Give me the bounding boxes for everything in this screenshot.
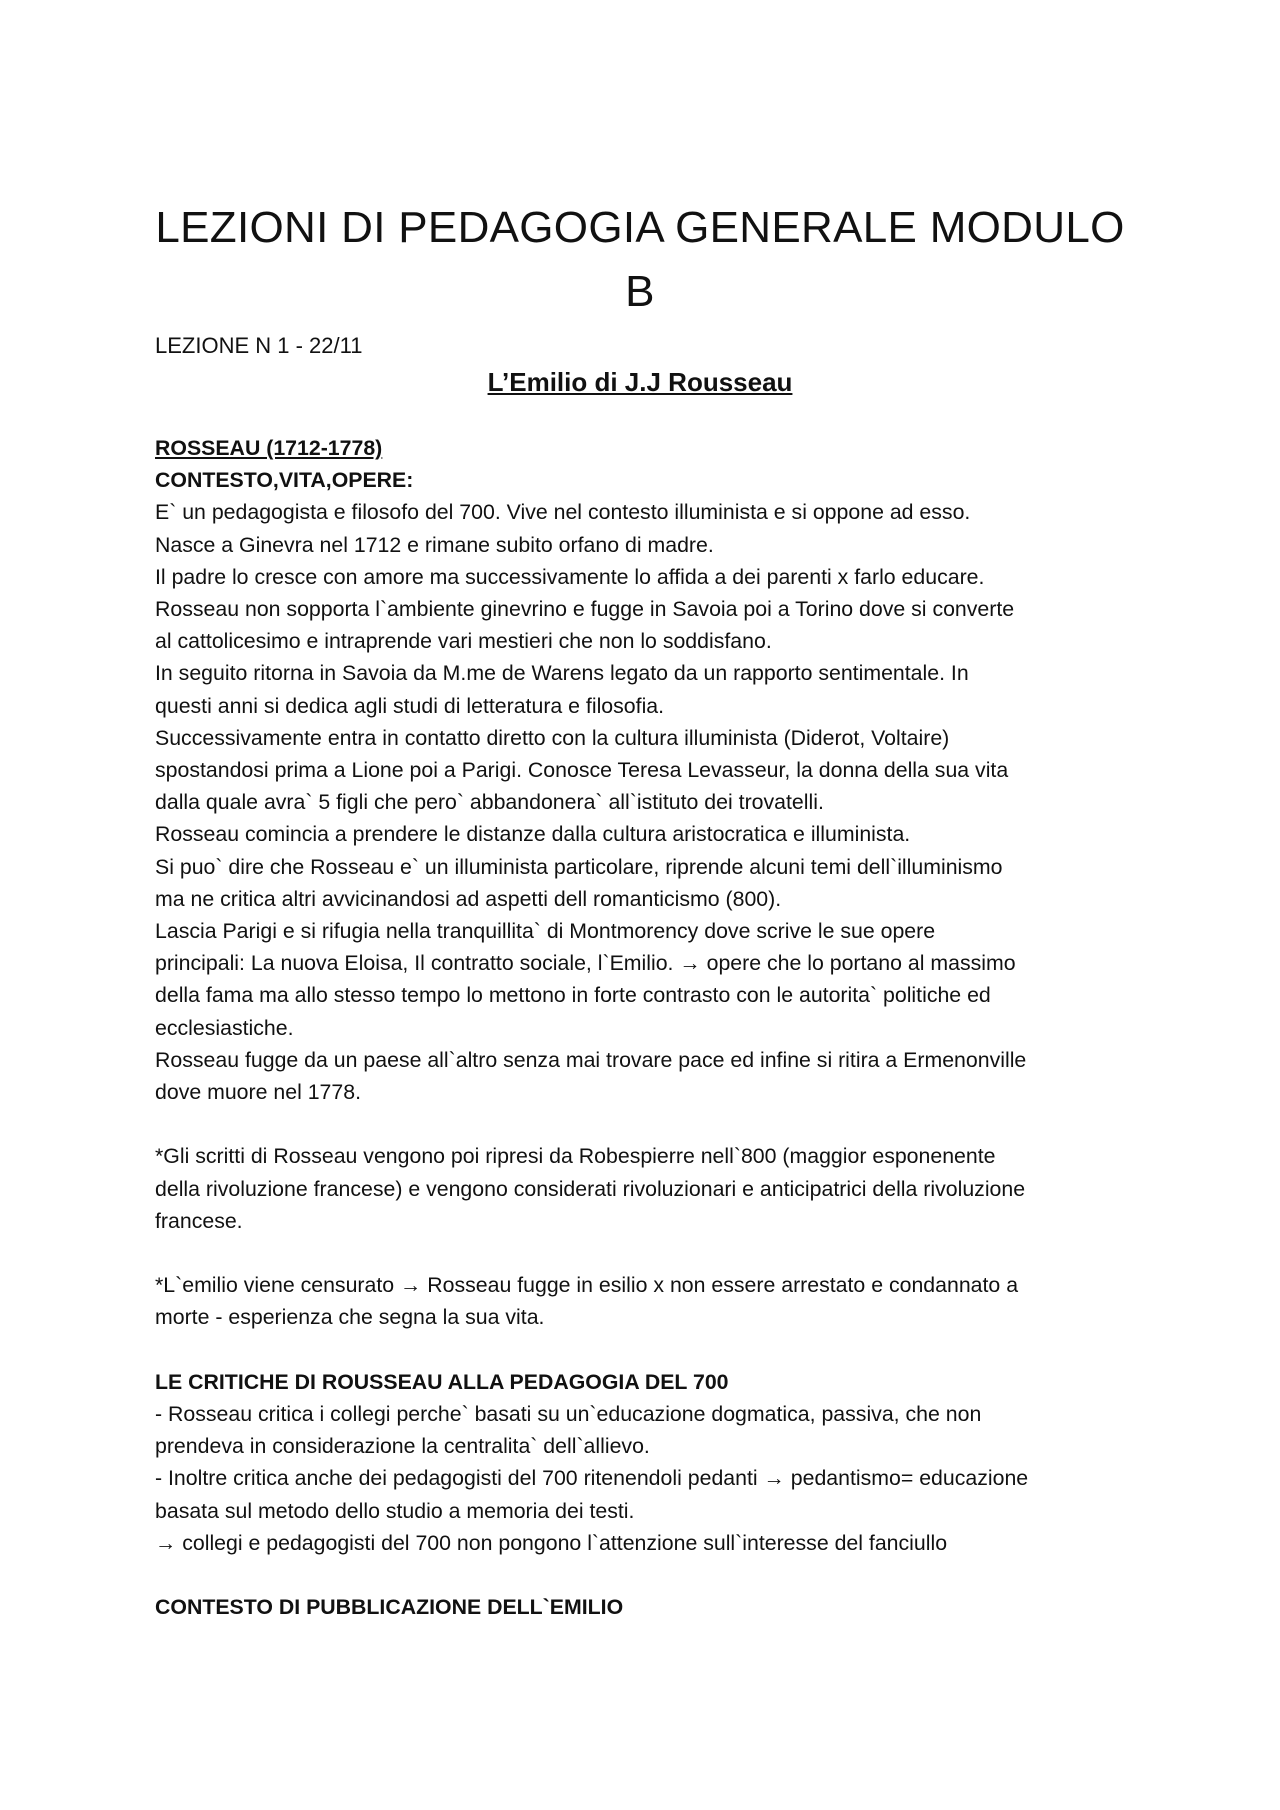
text-line: → collegi e pedagogisti del 700 non pongono l`attenzione sull`interesse del fanciullo bbox=[155, 1530, 948, 1555]
text-line: al cattolicesimo e intraprende vari mestieri che non lo soddisfano. bbox=[155, 629, 772, 654]
section-subheading-contesto: CONTESTO,VITA,OPERE: bbox=[155, 468, 414, 493]
section-heading-rosseau: ROSSEAU (1712-1778) bbox=[155, 436, 383, 460]
text-line: In seguito ritorna in Savoia da M.me de Warens legato da un rapporto sentimentale. In bbox=[155, 661, 969, 686]
paragraph-gap bbox=[155, 1237, 1145, 1269]
document-subtitle: L’Emilio di J.J Rousseau bbox=[487, 367, 793, 397]
section-text-critiche bbox=[155, 1398, 1145, 1559]
paragraph-gap bbox=[155, 1559, 1145, 1591]
note-robespierre bbox=[155, 1140, 1145, 1237]
text-line: ma ne critica altri avvicinandosi ad aspetti dell romanticismo (800). bbox=[155, 886, 782, 911]
text-line: *L`emilio viene censurato → Rosseau fugge in esilio x non essere arrestato e condannato a bbox=[155, 1273, 1019, 1298]
text-line: Lascia Parigi e si rifugia nella tranquillita` di Montmorency dove scrive le sue opere bbox=[155, 919, 936, 944]
text-line: Nasce a Ginevra nel 1712 e rimane subito orfano di madre. bbox=[155, 532, 714, 557]
document-body bbox=[155, 432, 1145, 1623]
text-line: - Inoltre critica anche dei pedagogisti del 700 ritenendoli pedanti → pedantismo= educazione bbox=[155, 1466, 1029, 1491]
note-censura bbox=[155, 1269, 1145, 1333]
document-title: LEZIONI DI PEDAGOGIA GENERALE MODULO B bbox=[155, 203, 1125, 316]
text-line: della fama ma allo stesso tempo lo mettono in forte contrasto con le autorita` politiche ed bbox=[155, 983, 991, 1008]
text-line: dove muore nel 1778. bbox=[155, 1080, 362, 1105]
text-line: morte - esperienza che segna la sua vita. bbox=[155, 1305, 545, 1330]
text-line: Rosseau non sopporta l`ambiente ginevrino e fugge in Savoia poi a Torino dove si converte bbox=[155, 597, 1015, 622]
text-line: Rosseau comincia a prendere le distanze dalla cultura aristocratica e illuminista. bbox=[155, 822, 911, 847]
text-line: spostandosi prima a Lione poi a Parigi. Conosce Teresa Levasseur, la donna della sua vita bbox=[155, 758, 1009, 783]
text-line: dalla quale avra` 5 figli che pero` abbandonera` all`istituto dei trovatelli. bbox=[155, 790, 824, 815]
lesson-date: LEZIONE N 1 - 22/11 bbox=[155, 333, 363, 358]
text-line: Rosseau fugge da un paese all`altro senza mai trovare pace ed infine si ritira a Ermenonville bbox=[155, 1047, 1027, 1072]
text-line: principali: La nuova Eloisa, Il contratto sociale, l`Emilio. → opere che lo portano al massimo bbox=[155, 951, 1016, 976]
text-line: prendeva in considerazione la centralita` dell`allievo. bbox=[155, 1434, 650, 1459]
text-line: Successivamente entra in contatto diretto con la cultura illuminista (Diderot, Voltaire) bbox=[155, 725, 950, 750]
paragraph-gap bbox=[155, 1334, 1145, 1366]
section-heading-pubblicazione: CONTESTO DI PUBBLICAZIONE DELL`EMILIO bbox=[155, 1595, 624, 1620]
text-line: E` un pedagogista e filosofo del 700. Vive nel contesto illuminista e si oppone ad esso. bbox=[155, 500, 971, 525]
section-text-biography bbox=[155, 496, 1145, 1108]
text-line: - Rosseau critica i collegi perche` basati su un`educazione dogmatica, passiva, che non bbox=[155, 1402, 982, 1427]
text-line: della rivoluzione francese) e vengono considerati rivoluzionari e anticipatrici della rivoluzione bbox=[155, 1176, 1026, 1201]
text-line: questi anni si dedica agli studi di letteratura e filosofia. bbox=[155, 693, 665, 718]
paragraph-gap bbox=[155, 1108, 1145, 1140]
text-line: ecclesiastiche. bbox=[155, 1015, 294, 1040]
text-line: Il padre lo cresce con amore ma successivamente lo affida a dei parenti x farlo educare. bbox=[155, 564, 985, 589]
section-heading-critiche: LE CRITICHE DI ROUSSEAU ALLA PEDAGOGIA DEL 700 bbox=[155, 1369, 729, 1394]
text-line: Si puo` dire che Rosseau e` un illuminista particolare, riprende alcuni temi dell`illuminismo bbox=[155, 854, 1003, 879]
text-line: *Gli scritti di Rosseau vengono poi ripresi da Robespierre nell`800 (maggior esponenente bbox=[155, 1144, 996, 1169]
text-line: basata sul metodo dello studio a memoria dei testi. bbox=[155, 1498, 635, 1523]
text-line: francese. bbox=[155, 1208, 243, 1233]
